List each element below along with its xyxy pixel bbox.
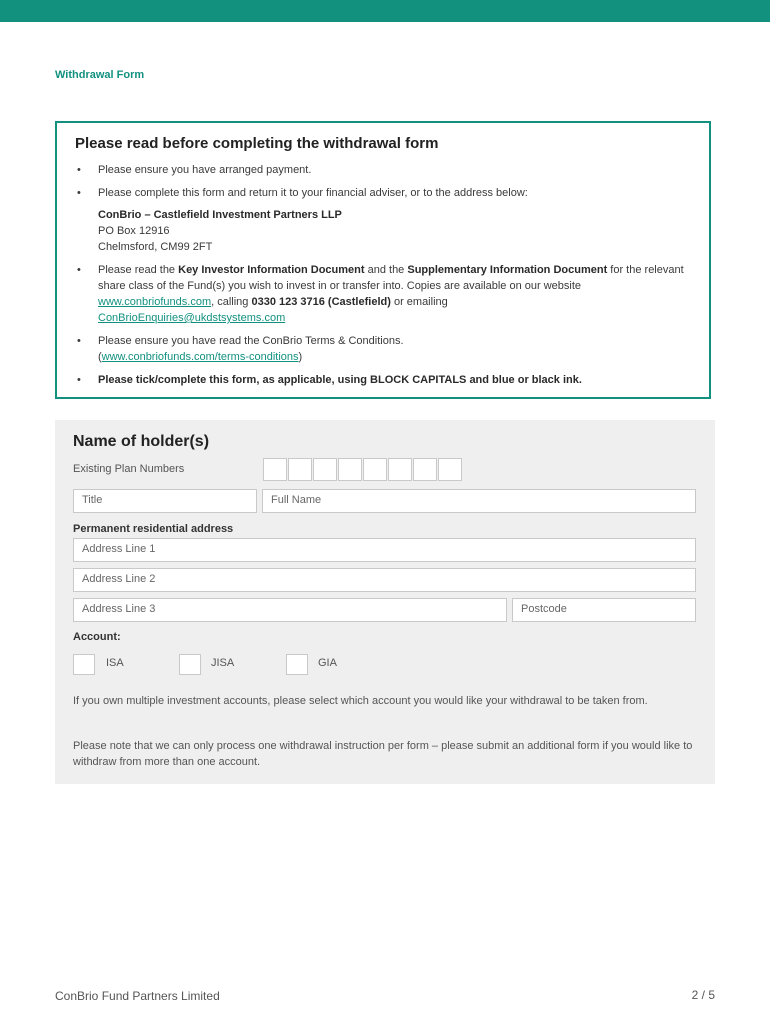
gia-checkbox[interactable] [286,654,308,675]
footer-company: ConBrio Fund Partners Limited [55,989,220,1003]
instruction-block-capitals: • Please tick/complete this form, as applicable, using BLOCK CAPITALS and blue or black ink. [77,374,582,386]
title-field[interactable]: Title [73,489,257,513]
plan-number-cell[interactable] [263,458,287,481]
instructions-box [55,121,711,399]
website-link[interactable]: www.conbriofunds.com [98,296,212,308]
page-number: 2 / 5 [691,988,715,1002]
plan-number-cell[interactable] [388,458,412,481]
holder-section [55,420,715,784]
plan-number-cell[interactable] [338,458,362,481]
instructions-title: Please read before completing the withdrawal form [75,135,439,152]
plan-number-cell[interactable] [413,458,437,481]
phone-number: 0330 123 3716 (Castlefield) [251,296,391,308]
plan-numbers-input[interactable] [263,458,463,481]
header-bar [0,0,770,22]
jisa-label: JISA [211,657,235,669]
jisa-checkbox[interactable] [179,654,201,675]
plan-number-cell[interactable] [288,458,312,481]
postcode-field[interactable]: Postcode [512,598,696,622]
address-label: Permanent residential address [73,523,234,535]
email-link[interactable]: ConBrioEnquiries@ukdstsystems.com [98,312,286,324]
postal-address: ConBrio – Castlefield Investment Partners LLP PO Box 12916 Chelmsford, CM99 2FT [98,209,342,253]
account-label: Account: [73,631,121,643]
plan-numbers-label: Existing Plan Numbers [73,463,185,475]
one-instruction-note: Please note that we can only process one withdrawal instruction per form – please submit an additional form if you would like to withdraw from more than one account. [73,740,693,768]
instruction-return-address: • Please complete this form and return it to your financial adviser, or to the address below: ConBrio – Castlefield Investment Partners LLP PO Box 12916 Chelmsford, CM99 2FT [75,185,691,255]
instruction-read-documents: • Please read the Key Investor Information Document and the Supplementary Information Document for the relevant share class of the Fund(s) you wish to invest in or transfer into. Copies are available on our website www.conbriofunds.com, calling 0330 123 3716 (Castlefield) or emailing ConBrioEnquiries@ukdstsystems.com [77,264,684,324]
plan-number-cell[interactable] [363,458,387,481]
gia-label: GIA [318,657,337,669]
plan-number-cell[interactable] [313,458,337,481]
document-label: Withdrawal Form [55,69,145,81]
isa-checkbox[interactable] [73,654,95,675]
address-line-3-field[interactable]: Address Line 3 [73,598,507,622]
isa-label: ISA [106,657,124,669]
multiple-accounts-note: If you own multiple investment accounts, please select which account you would like your withdrawal to be taken from. [73,695,648,707]
terms-link[interactable]: www.conbriofunds.com/terms-conditions [101,351,299,363]
instructions-list [75,162,691,388]
holder-title: Name of holder(s) [73,433,210,450]
address-line-1-field[interactable]: Address Line 1 [73,538,696,562]
address-line-2-field[interactable]: Address Line 2 [73,568,696,592]
plan-number-cell[interactable] [438,458,462,481]
instruction-payment: • Please ensure you have arranged payment. [77,164,312,176]
instruction-terms: • Please ensure you have read the ConBrio Terms & Conditions. (www.conbriofunds.com/terms-conditions) [77,335,404,363]
full-name-field[interactable]: Full Name [262,489,696,513]
